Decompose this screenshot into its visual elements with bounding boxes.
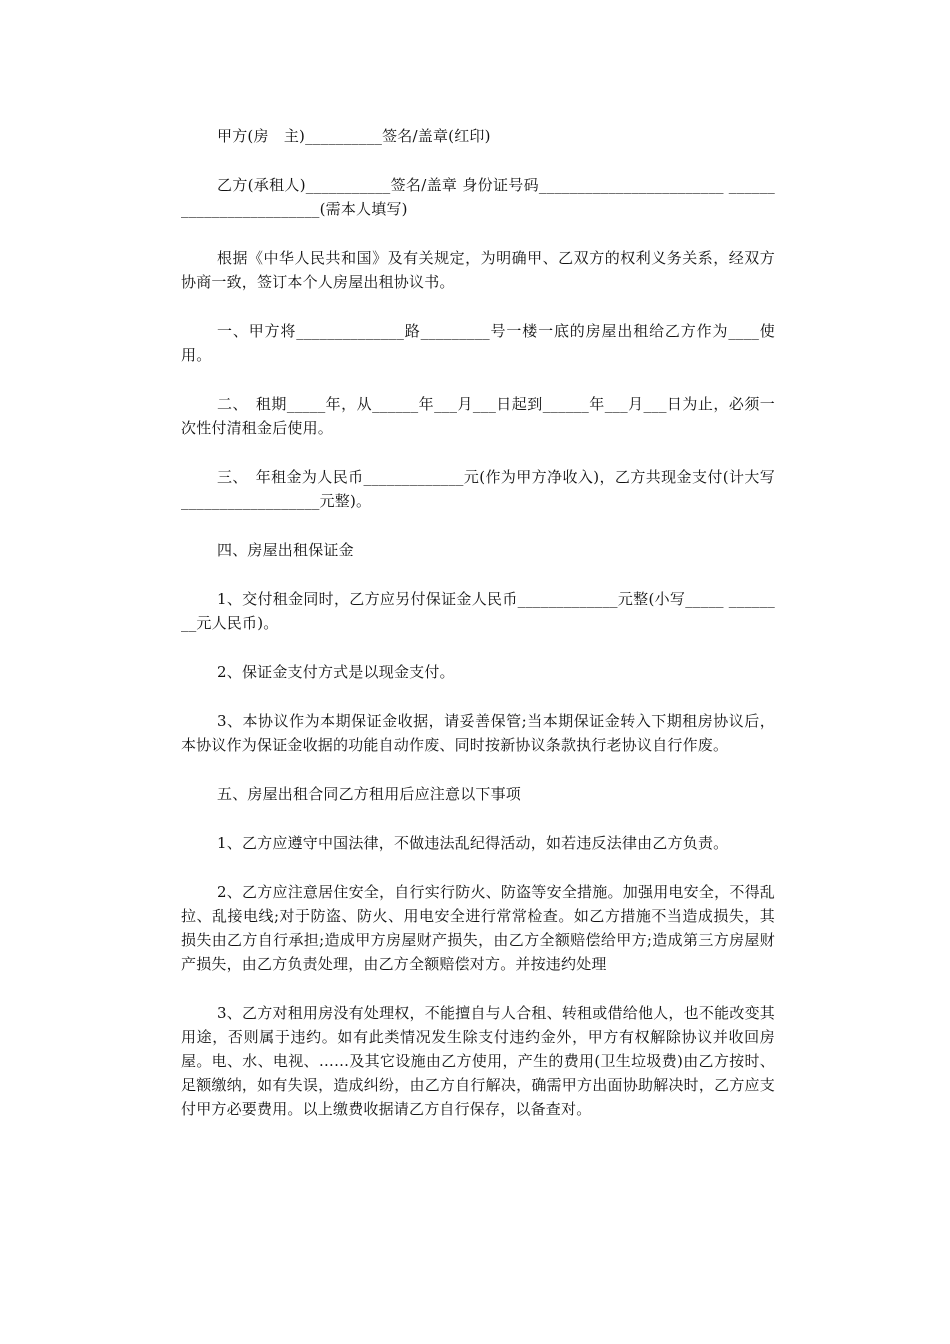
clause-5-item-1: 1、乙方应遵守中国法律，不做违法乱纪得活动，如若违反法律由乙方负责。 xyxy=(217,834,729,852)
contract-document xyxy=(181,124,775,1146)
clause-3-rent: 三、 年租金为人民币_____________元(作为甲方净收入)，乙方共现金支付(计大写__________________元整)。 xyxy=(181,468,775,510)
clause-5-item-2: 2、乙方应注意居住安全，自行实行防火、防盗等安全措施。加强用电安全，不得乱拉、乱接电线;对于防盗、防火、用电安全进行常常检查。如乙方措施不当造成损失，其损失由乙方自行承担;造成甲方房屋财产损失，由乙方全额赔偿给甲方;造成第三方房屋财产损失，由乙方负责处理，由乙方全额赔偿对方。并按违约处理 xyxy=(181,883,775,973)
preamble-paragraph: 根据《中华人民共和国》及有关规定，为明确甲、乙双方的权利义务关系，经双方协商一致，签订本个人房屋出租协议书。 xyxy=(181,249,775,291)
clause-4-item-2: 2、保证金支付方式是以现金支付。 xyxy=(217,663,455,681)
clause-4-item-3: 3、本协议作为本期保证金收据，请妥善保管;当本期保证金转入下期租房协议后，本协议作为保证金收据的功能自动作废、同时按新协议条款执行老协议自行作废。 xyxy=(181,712,775,754)
party-a-signature-line: 甲方(房 主)__________签名/盖章(红印) xyxy=(217,127,491,145)
clause-5-heading: 五、房屋出租合同乙方租用后应注意以下事项 xyxy=(217,785,522,803)
clause-4-heading: 四、房屋出租保证金 xyxy=(217,541,354,559)
clause-5-item-3: 3、乙方对租用房没有处理权，不能擅自与人合租、转租或借给他人，也不能改变其用途，否则属于违约。如有此类情况发生除支付违约金外，甲方有权解除协议并收回房屋。电、水、电视、……及其它设施由乙方使用，产生的费用(卫生垃圾费)由乙方按时、足额缴纳，如有失误，造成纠纷，由乙方自行解决，确需甲方出面协助解决时，乙方应支付甲方必要费用。以上缴费收据请乙方自行保存，以备查对。 xyxy=(181,1004,775,1118)
clause-1-premises: 一、甲方将______________路_________号一楼一底的房屋出租给乙方作为____使用。 xyxy=(181,322,775,364)
party-b-signature-line: 乙方(承租人)___________签名/盖章 身份证号码________________________ ________________________(需本人填写) xyxy=(181,176,775,218)
clause-4-item-1: 1、交付租金同时，乙方应另付保证金人民币_____________元整(小写_____ ________元人民币)。 xyxy=(181,590,775,632)
clause-2-term: 二、 租期_____年，从______年___月___日起到______年___月___日为止，必须一次性付清租金后使用。 xyxy=(181,395,775,437)
